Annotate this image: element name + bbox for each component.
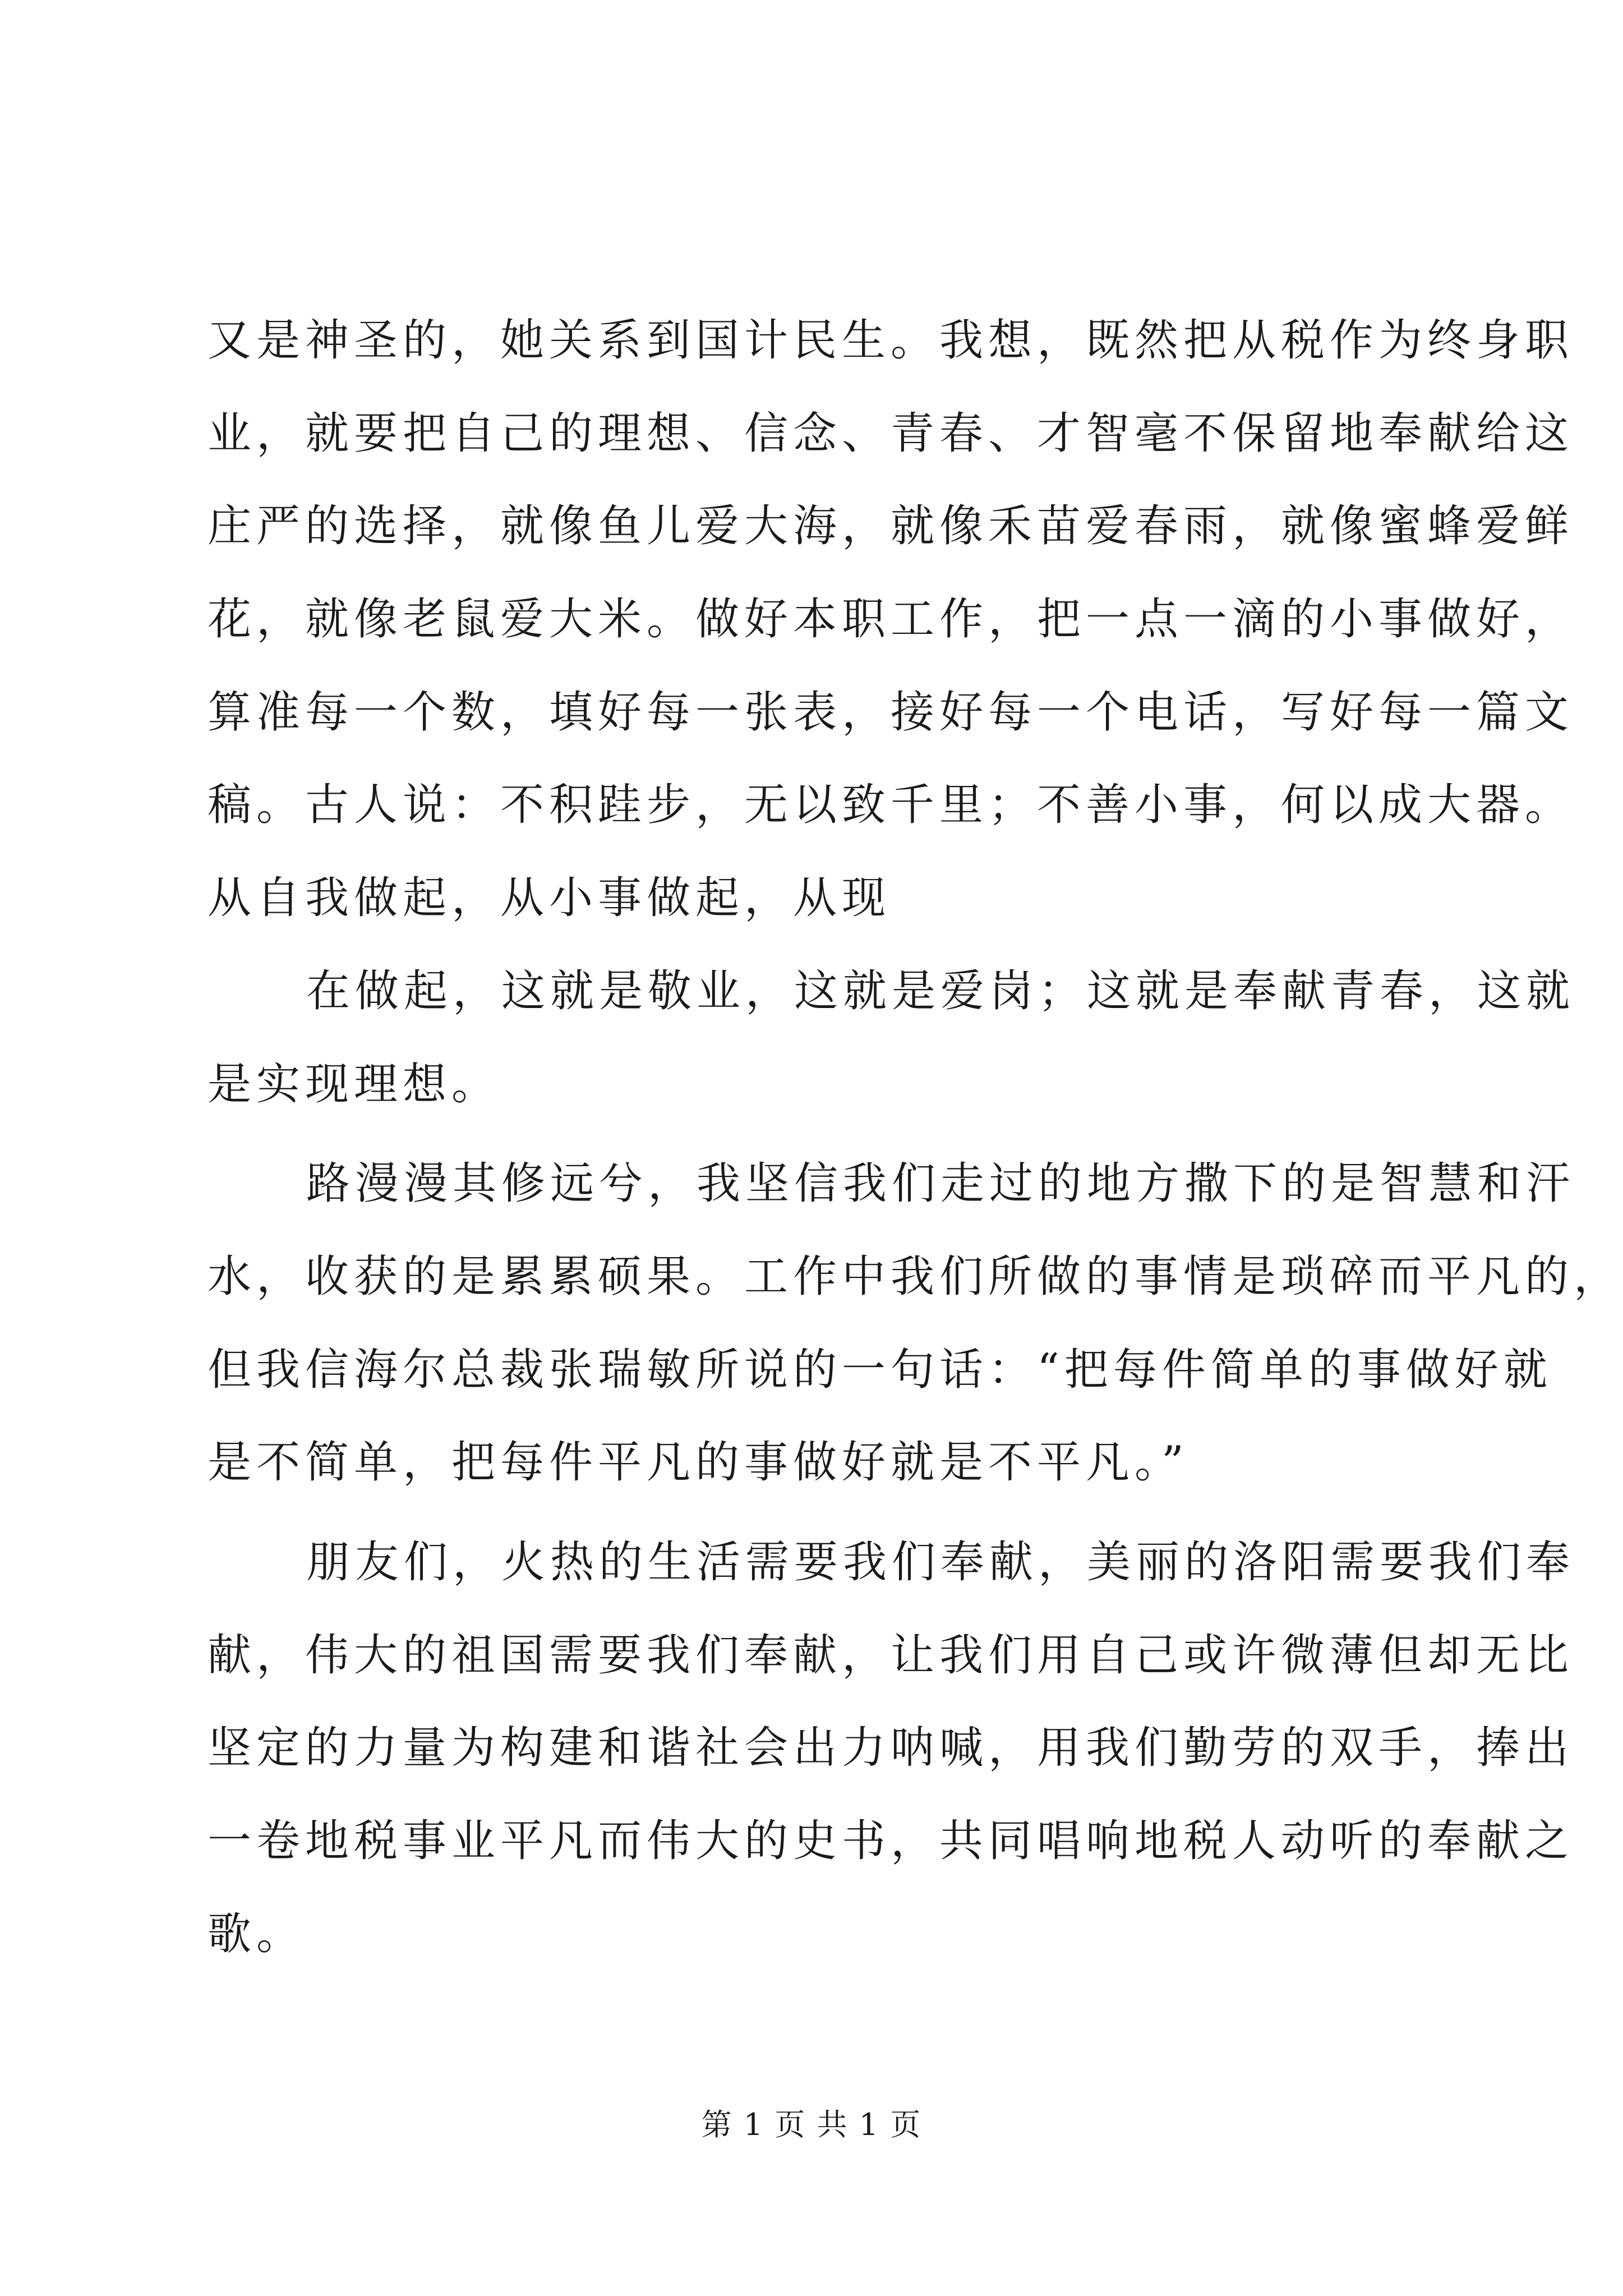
text-line: 又是神圣的，她关系到国计民生。我想，既然把从税作为终身职 [208,315,1574,366]
paragraph-spacer [208,1510,1419,1516]
text-line: 一卷地税事业平凡而伟大的史书，共同唱响地税人动听的奉献之 [208,1816,1574,1866]
page-number-label: 第 1 页 共 1 页 [701,2107,922,2142]
paragraph [208,1516,1575,1981]
paragraph [208,1138,1623,1510]
text-line: 算准每一个数，填好每一张表，接好每一个电话，写好每一篇文 [208,687,1574,738]
text-line: 花，就像老鼠爱大米。做好本职工作，把一点一滴的小事做好， [208,594,1574,645]
text-line: 坚定的力量为构建和谐社会出力呐喊，用我们勤劳的双手，捧出 [208,1723,1574,1774]
text-line: 歌。 [208,1908,306,1959]
text-line: 业，就要把自己的理想、信念、青春、才智毫不保留地奉献给这 [208,408,1574,459]
text-line: 路漫漫其修远兮，我坚信我们走过的地方撒下的是智慧和汗 [306,1158,1575,1209]
text-line: 稿。古人说：不积跬步，无以致千里；不善小事，何以成大器。 [208,780,1574,831]
text-line: 水，收获的是累累硕果。工作中我们所做的事情是琐碎而平凡的， [208,1251,1623,1302]
text-line: 是不简单，把每件平凡的事做好就是不平凡。” [208,1437,1189,1488]
document-body [208,295,1623,1981]
text-line: 庄严的选择，就像鱼儿爱大海，就像禾苗爱春雨，就像蜜蜂爱鲜 [208,501,1574,552]
text-line: 但我信海尔总裁张瑞敏所说的一句话：“把每件简单的事做好就 [208,1344,1552,1395]
paragraph-spacer [208,1131,1419,1138]
page-footer [0,2101,1623,2144]
text-line: 是实现理想。 [208,1059,501,1110]
text-line: 朋友们，火热的生活需要我们奉献，美丽的洛阳需要我们奉 [306,1536,1575,1588]
text-line: 献，伟大的祖国需要我们奉献，让我们用自己或许微薄但却无比 [208,1630,1574,1681]
paragraph [208,945,1575,1131]
text-line: 从自我做起，从小事做起，从现 [208,873,891,924]
paragraph [208,295,1574,945]
text-line: 在做起，这就是敬业，这就是爱岗；这就是奉献青春，这就 [306,965,1575,1016]
